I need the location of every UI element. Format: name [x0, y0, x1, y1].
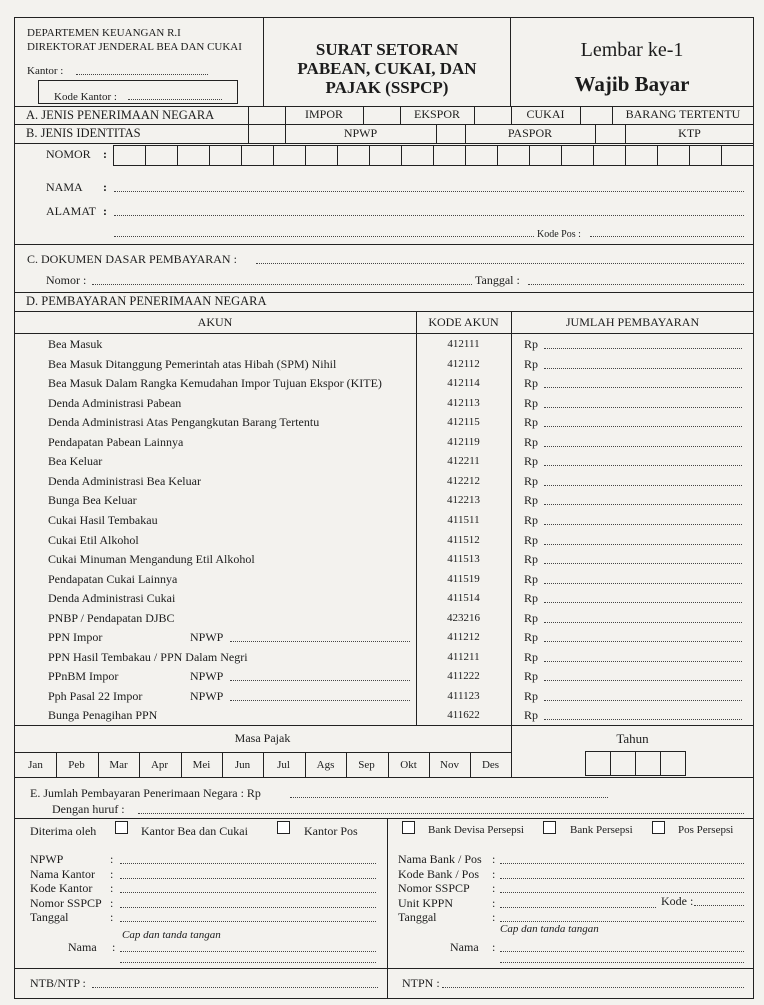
akun-name: PPN Impor — [48, 630, 103, 644]
nomor-cell[interactable] — [401, 145, 434, 166]
akun-npwp-label: NPWP — [190, 669, 224, 683]
section-a-label: A. JENIS PENERIMAAN NEGARA — [26, 108, 215, 122]
month-cell[interactable] — [222, 752, 263, 777]
rp-label: Rp — [524, 689, 539, 703]
rp-label: Rp — [524, 572, 539, 586]
kode-akun: 411211 — [447, 651, 480, 663]
jumlah-field[interactable] — [544, 446, 742, 447]
jumlah-field[interactable] — [544, 348, 742, 349]
akun-npwp-label: NPWP — [190, 689, 224, 703]
jumlah-field[interactable] — [544, 485, 742, 486]
title-line-3: PAJAK (SSPCP) — [325, 78, 449, 97]
nomor-cell[interactable] — [337, 145, 370, 166]
option-cukai[interactable]: CUKAI — [526, 107, 565, 121]
month-cell[interactable] — [15, 752, 56, 777]
kode-pos-label: Kode Pos : — [537, 229, 581, 240]
akun-row — [14, 532, 754, 550]
col-akun-header: AKUN — [197, 315, 233, 329]
kode-akun: 411519 — [447, 573, 480, 585]
right-field-colon: : — [492, 852, 496, 866]
month-label: Ags — [316, 759, 335, 771]
rp-label: Rp — [524, 513, 539, 527]
title-line-1: SURAT SETORAN — [315, 40, 459, 59]
nomor-cell[interactable] — [625, 145, 658, 166]
nomor-cell[interactable] — [273, 145, 306, 166]
rp-label: Rp — [524, 650, 539, 664]
akun-name: PPnBM Impor — [48, 669, 119, 683]
jumlah-field[interactable] — [544, 465, 742, 466]
akun-row — [14, 375, 754, 393]
akun-row — [14, 336, 754, 354]
nomor-cell[interactable] — [689, 145, 722, 166]
akun-name: Bunga Penagihan PPN — [48, 708, 158, 722]
akun-row — [14, 707, 754, 725]
month-cell[interactable] — [305, 752, 346, 777]
right-field-colon: : — [492, 896, 496, 910]
bank-devisa-checkbox[interactable] — [402, 821, 415, 834]
nomor-cell[interactable] — [433, 145, 466, 166]
right-field-value[interactable] — [500, 878, 744, 879]
left-nama-field[interactable] — [120, 951, 376, 952]
month-divider — [222, 752, 223, 777]
col-kode-header: KODE AKUN — [428, 315, 499, 329]
kode-kantor-field[interactable] — [128, 99, 222, 100]
akun-row — [14, 356, 754, 374]
bank-persepsi-checkbox[interactable] — [543, 821, 556, 834]
alamat-label: ALAMAT — [46, 204, 96, 218]
akun-name: Pendapatan Pabean Lainnya — [48, 435, 184, 449]
nomor-cell[interactable] — [721, 145, 754, 166]
nomor-cell[interactable] — [465, 145, 498, 166]
diterima-oleh-label: Diterima oleh — [30, 824, 97, 838]
nomor-label: NOMOR — [46, 147, 91, 161]
nomor-cell[interactable] — [113, 145, 146, 166]
left-field-value[interactable] — [120, 921, 376, 922]
rp-label: Rp — [524, 415, 539, 429]
kode-akun: 411511 — [447, 514, 480, 526]
left-nama-label: Nama — [68, 940, 97, 954]
jumlah-field[interactable] — [544, 661, 742, 662]
kantor-bea-label: Kantor Bea dan Cukai — [141, 824, 248, 838]
alamat-colon: : — [103, 204, 107, 218]
rp-label: Rp — [524, 474, 539, 488]
month-label: Sep — [358, 759, 375, 771]
kode-akun: 411212 — [447, 631, 480, 643]
kode-akun: 412213 — [447, 494, 480, 506]
wajib-bayar-label: Wajib Bayar — [574, 72, 690, 96]
right-kode-label: Kode : — [661, 894, 694, 908]
right-nama-label: Nama — [450, 940, 479, 954]
right-field-value[interactable] — [500, 863, 744, 864]
col-jumlah-header: JUMLAH PEMBAYARAN — [565, 315, 700, 329]
tahun-cell[interactable] — [635, 751, 661, 776]
nomor-dokumen-field[interactable] — [92, 284, 472, 285]
kode-akun: 412111 — [447, 338, 480, 350]
kode-pos-field[interactable] — [590, 236, 744, 237]
ministry-line-1: DEPARTEMEN KEUANGAN R.I — [27, 27, 181, 39]
nomor-cell[interactable] — [529, 145, 562, 166]
month-cell[interactable] — [139, 752, 180, 777]
akun-npwp-field[interactable] — [230, 641, 410, 642]
kode-akun: 412119 — [447, 436, 480, 448]
left-field-colon: : — [110, 896, 114, 910]
nomor-cell[interactable] — [177, 145, 210, 166]
akun-name: Bea Masuk — [48, 337, 103, 351]
kantor-bea-checkbox[interactable] — [115, 821, 128, 834]
ntpn-label: NTPN : — [402, 976, 440, 990]
nomor-cell[interactable] — [561, 145, 594, 166]
right-nama-colon: : — [492, 940, 496, 954]
tahun-label: Tahun — [616, 731, 649, 746]
right-field-label: Kode Bank / Pos — [398, 867, 479, 881]
kode-akun: 411123 — [447, 690, 480, 702]
akun-name: Bea Masuk Dalam Rangka Kemudahan Impor Tujuan Ekspor (KITE) — [48, 376, 382, 390]
nama-label: NAMA — [46, 180, 83, 194]
nomor-cell[interactable] — [497, 145, 530, 166]
rp-label: Rp — [524, 454, 539, 468]
rp-label: Rp — [524, 376, 539, 390]
left-field-label: Nomor SSPCP — [30, 896, 102, 910]
dokumen-field[interactable] — [256, 263, 744, 264]
month-label: Jul — [277, 759, 290, 771]
kode-akun: 411514 — [447, 592, 480, 604]
month-label: Mei — [192, 759, 211, 771]
jumlah-field[interactable] — [544, 700, 742, 701]
section-b-label: B. JENIS IDENTITAS — [26, 126, 141, 140]
jumlah-field[interactable] — [544, 544, 742, 545]
akun-row — [14, 668, 754, 686]
rp-label: Rp — [524, 396, 539, 410]
akun-name: Cukai Etil Alkohol — [48, 533, 139, 547]
kode-akun: 411622 — [447, 709, 480, 721]
section-e-label: E. Jumlah Pembayaran Penerimaan Negara : Rp — [30, 786, 261, 800]
nomor-colon: : — [103, 147, 107, 161]
right-field-colon: : — [492, 910, 496, 924]
rp-label: Rp — [524, 357, 539, 371]
akun-row — [14, 434, 754, 452]
kode-akun: 412115 — [447, 416, 480, 428]
kode-akun: 412211 — [447, 455, 480, 467]
jumlah-field[interactable] — [544, 407, 742, 408]
pos-persepsi-checkbox[interactable] — [652, 821, 665, 834]
rp-label: Rp — [524, 611, 539, 625]
month-cell[interactable] — [346, 752, 387, 777]
month-cell[interactable] — [429, 752, 470, 777]
option-paspor[interactable]: PASPOR — [507, 126, 553, 140]
right-field-colon: : — [492, 881, 496, 895]
option-barang-tertentu[interactable]: BARANG TERTENTU — [625, 107, 741, 121]
rp-label: Rp — [524, 493, 539, 507]
option-ktp[interactable]: KTP — [678, 126, 701, 140]
nama-colon: : — [103, 180, 107, 194]
month-cell[interactable] — [98, 752, 139, 777]
akun-name: PNBP / Pendapatan DJBC — [48, 611, 175, 625]
kode-kantor-label: Kode Kantor : — [54, 91, 117, 103]
akun-row — [14, 512, 754, 530]
tahun-cell[interactable] — [660, 751, 686, 776]
akun-row — [14, 571, 754, 589]
right-field-value[interactable] — [500, 892, 744, 893]
jumlah-field[interactable] — [544, 719, 742, 720]
akun-name: Denda Administrasi Atas Pengangkutan Barang Tertentu — [48, 415, 320, 429]
jumlah-field[interactable] — [290, 797, 608, 798]
month-divider — [388, 752, 389, 777]
month-label: Okt — [400, 759, 417, 771]
tahun-cell[interactable] — [610, 751, 636, 776]
jumlah-field[interactable] — [544, 387, 742, 388]
jumlah-field[interactable] — [544, 563, 742, 564]
left-field-value[interactable] — [120, 907, 376, 908]
akun-name: Bunga Bea Keluar — [48, 493, 137, 507]
akun-row — [14, 649, 754, 667]
kantor-field[interactable] — [76, 74, 208, 75]
kode-akun: 411512 — [447, 534, 480, 546]
month-label: Des — [481, 759, 500, 771]
rp-label: Rp — [524, 669, 539, 683]
kantor-pos-checkbox[interactable] — [277, 821, 290, 834]
right-nama-field[interactable] — [500, 951, 744, 952]
nomor-cell[interactable] — [145, 145, 178, 166]
akun-row — [14, 551, 754, 569]
jumlah-field[interactable] — [544, 680, 742, 681]
jumlah-field[interactable] — [544, 504, 742, 505]
akun-row — [14, 414, 754, 432]
right-field-value[interactable] — [500, 907, 656, 908]
bank-devisa-label: Bank Devisa Persepsi — [428, 824, 524, 836]
right-field-label: Tanggal — [398, 910, 437, 924]
section-d-label: D. PEMBAYARAN PENERIMAAN NEGARA — [26, 294, 267, 308]
akun-name: Denda Administrasi Cukai — [48, 591, 176, 605]
month-label: Jan — [28, 759, 43, 771]
kode-akun: 412212 — [447, 475, 480, 487]
left-field-colon: : — [110, 852, 114, 866]
kode-akun: 412113 — [447, 397, 480, 409]
jumlah-field[interactable] — [544, 583, 742, 584]
akun-row — [14, 590, 754, 608]
pos-persepsi-label: Pos Persepsi — [678, 824, 734, 836]
month-divider — [346, 752, 347, 777]
masa-pajak-label: Masa Pajak — [234, 731, 291, 745]
jumlah-field[interactable] — [544, 524, 742, 525]
right-cap-label: Cap dan tanda tangan — [500, 923, 599, 935]
month-label: Mar — [109, 759, 128, 771]
month-divider — [305, 752, 306, 777]
month-cell[interactable] — [181, 752, 222, 777]
akun-row — [14, 453, 754, 471]
tahun-cell[interactable] — [585, 751, 611, 776]
jumlah-field[interactable] — [544, 426, 742, 427]
akun-row — [14, 395, 754, 413]
rp-label: Rp — [524, 337, 539, 351]
option-ekspor[interactable]: EKSPOR — [413, 107, 460, 121]
akun-npwp-label: NPWP — [190, 630, 224, 644]
month-divider — [263, 752, 264, 777]
left-field-colon: : — [110, 867, 114, 881]
left-field-value[interactable] — [120, 878, 376, 879]
akun-row — [14, 610, 754, 628]
month-divider — [181, 752, 182, 777]
ntpn-field[interactable] — [442, 987, 744, 988]
left-field-label: Kode Kantor — [30, 881, 93, 895]
akun-name: Pph Pasal 22 Impor — [48, 689, 143, 703]
option-impor[interactable]: IMPOR — [304, 107, 343, 121]
rp-label: Rp — [524, 552, 539, 566]
nomor-cell[interactable] — [241, 145, 274, 166]
month-cell[interactable] — [56, 752, 97, 777]
month-label: Nov — [440, 759, 459, 771]
kantor-label: Kantor : — [27, 65, 64, 77]
kode-akun: 423216 — [447, 612, 480, 624]
left-field-label: NPWP — [30, 852, 64, 866]
akun-name: PPN Hasil Tembakau / PPN Dalam Negri — [48, 650, 248, 664]
ntb-ntp-label: NTB/NTP : — [30, 976, 86, 990]
month-divider — [470, 752, 471, 777]
akun-row — [14, 629, 754, 647]
kantor-pos-label: Kantor Pos — [304, 824, 358, 838]
right-kode-field[interactable] — [694, 905, 744, 906]
tanggal-dokumen-field[interactable] — [528, 284, 744, 285]
month-divider — [139, 752, 140, 777]
akun-name: Bea Masuk Ditanggung Pemerintah atas Hibah (SPM) Nihil — [48, 357, 337, 371]
month-label: Apr — [150, 759, 169, 771]
left-field-colon: : — [110, 910, 114, 924]
rp-label: Rp — [524, 591, 539, 605]
akun-row — [14, 688, 754, 706]
nomor-cell[interactable] — [209, 145, 242, 166]
akun-name: Cukai Hasil Tembakau — [48, 513, 158, 527]
rp-label: Rp — [524, 533, 539, 547]
dengan-huruf-field[interactable] — [138, 813, 744, 814]
right-field-label: Unit KPPN — [398, 896, 454, 910]
left-nama-field-2[interactable] — [120, 962, 376, 963]
nomor-cell[interactable] — [305, 145, 338, 166]
jumlah-field[interactable] — [544, 622, 742, 623]
akun-name: Pendapatan Cukai Lainnya — [48, 572, 178, 586]
nama-field[interactable] — [114, 191, 744, 192]
nomor-cell[interactable] — [657, 145, 690, 166]
nomor-dokumen-label: Nomor : — [46, 273, 87, 287]
left-nama-colon: : — [112, 940, 116, 954]
dengan-huruf-label: Dengan huruf : — [52, 802, 125, 816]
right-field-label: Nama Bank / Pos — [398, 852, 482, 866]
month-cell[interactable] — [470, 752, 511, 777]
month-cell[interactable] — [388, 752, 429, 777]
akun-row — [14, 473, 754, 491]
kode-akun: 412112 — [447, 358, 480, 370]
jumlah-field[interactable] — [544, 368, 742, 369]
lembar-label: Lembar ke-1 — [580, 39, 684, 61]
month-divider — [429, 752, 430, 777]
tanggal-dokumen-label: Tanggal : — [475, 273, 520, 287]
jumlah-field[interactable] — [544, 602, 742, 603]
option-npwp[interactable]: NPWP — [343, 126, 378, 140]
alamat-field-1[interactable] — [114, 215, 744, 216]
kode-akun: 411513 — [447, 553, 480, 565]
title-line-2: PABEAN, CUKAI, DAN — [297, 59, 477, 78]
jumlah-field[interactable] — [544, 641, 742, 642]
left-cap-label: Cap dan tanda tangan — [122, 929, 221, 941]
rp-label: Rp — [524, 435, 539, 449]
rp-label: Rp — [524, 630, 539, 644]
alamat-field-2[interactable] — [114, 236, 534, 237]
akun-row — [14, 492, 754, 510]
akun-name: Denda Administrasi Pabean — [48, 396, 182, 410]
left-field-colon: : — [110, 881, 114, 895]
month-cell[interactable] — [263, 752, 304, 777]
section-c-label: C. DOKUMEN DASAR PEMBAYARAN : — [27, 252, 237, 266]
ntb-ntp-field[interactable] — [92, 987, 378, 988]
kode-akun: 412114 — [447, 377, 480, 389]
akun-name: Cukai Minuman Mengandung Etil Alkohol — [48, 552, 255, 566]
akun-npwp-field[interactable] — [230, 680, 410, 681]
month-divider — [56, 752, 57, 777]
month-label: Peb — [68, 759, 85, 771]
akun-name: Bea Keluar — [48, 454, 103, 468]
nomor-cell[interactable] — [593, 145, 626, 166]
month-divider — [98, 752, 99, 777]
right-nama-field-2[interactable] — [500, 962, 744, 963]
nomor-cell[interactable] — [369, 145, 402, 166]
rp-label: Rp — [524, 708, 539, 722]
left-field-value[interactable] — [120, 892, 376, 893]
left-field-label: Tanggal — [30, 910, 69, 924]
bank-persepsi-label: Bank Persepsi — [570, 824, 633, 836]
left-field-label: Nama Kantor — [30, 867, 95, 881]
right-field-label: Nomor SSPCP — [398, 881, 470, 895]
ministry-line-2: DIREKTORAT JENDERAL BEA DAN CUKAI — [27, 41, 242, 53]
left-field-value[interactable] — [120, 863, 376, 864]
month-label: Jun — [234, 759, 251, 771]
akun-npwp-field[interactable] — [230, 700, 410, 701]
kode-akun: 411222 — [447, 670, 480, 682]
right-field-colon: : — [492, 867, 496, 881]
akun-name: Denda Administrasi Bea Keluar — [48, 474, 201, 488]
